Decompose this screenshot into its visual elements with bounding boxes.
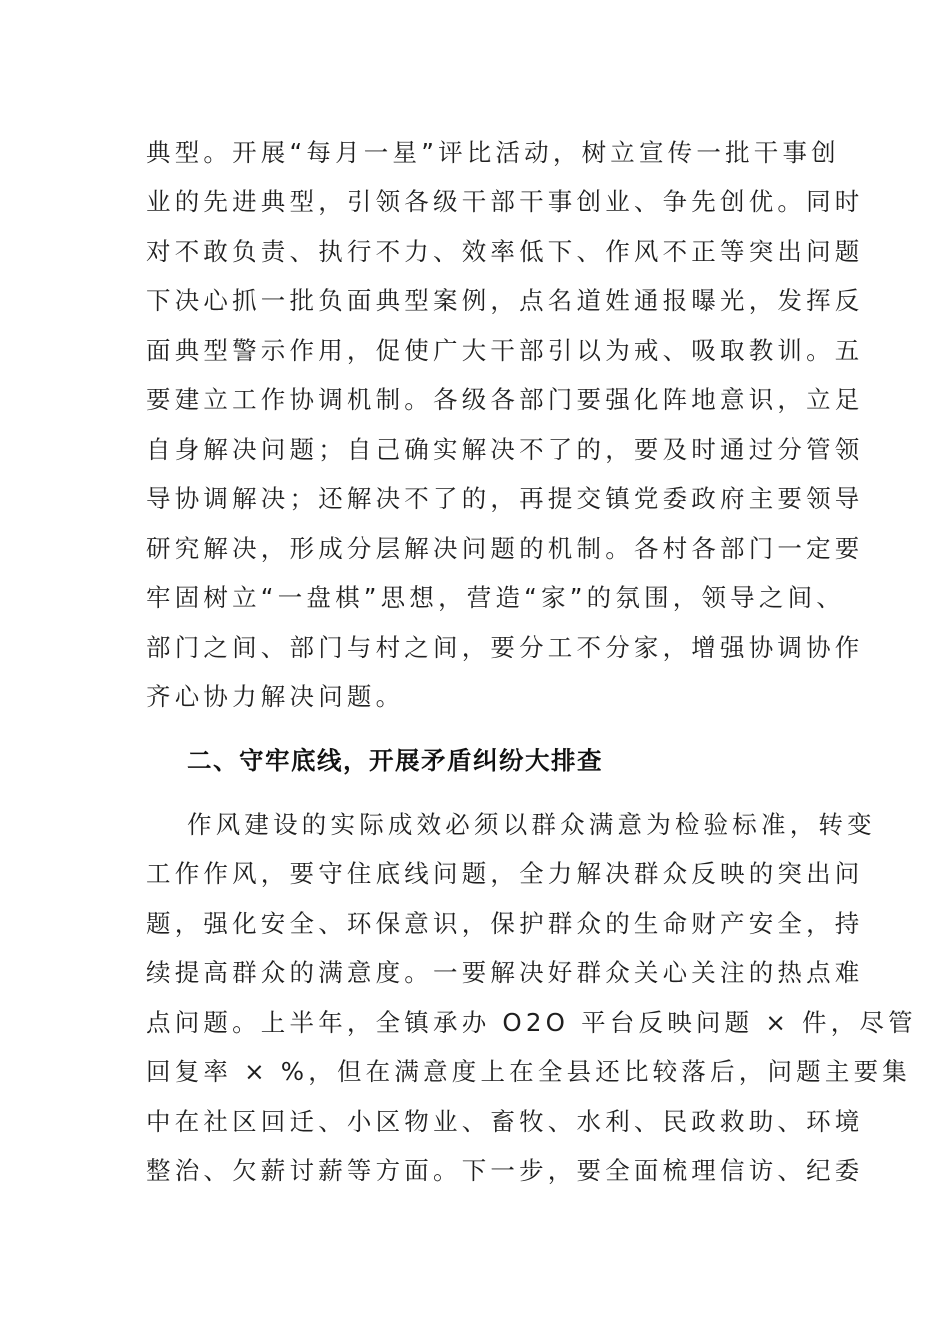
paragraph-line: 点问题。上半年，全镇承办 O2O 平台反映问题 × 件，尽管 [146,1008,917,1037]
paragraph-line: 研究解决，形成分层解决问题的机制。各村各部门一定要 [146,534,864,563]
paragraph-line: 回复率 × %，但在满意度上在全县还比较落后，问题主要集 [146,1057,911,1086]
paragraph-line: 齐心协力解决问题。 [146,682,405,711]
paragraph-line: 部门之间、部门与村之间，要分工不分家，增强协调协作 [146,633,864,662]
paragraph-line: 中在社区回迁、小区物业、畜牧、水利、民政救助、环境 [146,1107,864,1136]
paragraph-line: 作风建设的实际成效必须以群众满意为检验标准，转变 [187,810,876,839]
paragraph-line: 续提高群众的满意度。一要解决好群众关心关注的热点难 [146,958,864,987]
section-heading: 二、守牢底线，开展矛盾纠纷大排查 [187,746,603,775]
paragraph-line: 业的先进典型，引领各级干部干事创业、争先创优。同时 [146,187,864,216]
paragraph-line: 题，强化安全、环保意识，保护群众的生命财产安全，持 [146,909,864,938]
paragraph-line: 对不敢负责、执行不力、效率低下、作风不正等突出问题 [146,237,864,266]
paragraph-line: 下决心抓一批负面典型案例，点名道姓通报曝光，发挥反 [146,286,864,315]
paragraph-line: 牢固树立“一盘棋”思想，营造“家”的氛围，领导之间、 [146,583,845,612]
paragraph-line: 自身解决问题；自己确实解决不了的，要及时通过分管领 [146,435,864,464]
paragraph-line: 面典型警示作用，促使广大干部引以为戒、吸取教训。五 [146,336,864,365]
paragraph-line: 工作作风，要守住底线问题，全力解决群众反映的突出问 [146,859,864,888]
paragraph-line: 整治、欠薪讨薪等方面。下一步，要全面梳理信访、纪委 [146,1156,864,1185]
paragraph-line: 要建立工作协调机制。各级各部门要强化阵地意识，立足 [146,385,864,414]
paragraph-line: 导协调解决；还解决不了的，再提交镇党委政府主要领导 [146,484,864,513]
paragraph-line: 典型。开展“每月一星”评比活动，树立宣传一批干事创 [146,138,840,167]
